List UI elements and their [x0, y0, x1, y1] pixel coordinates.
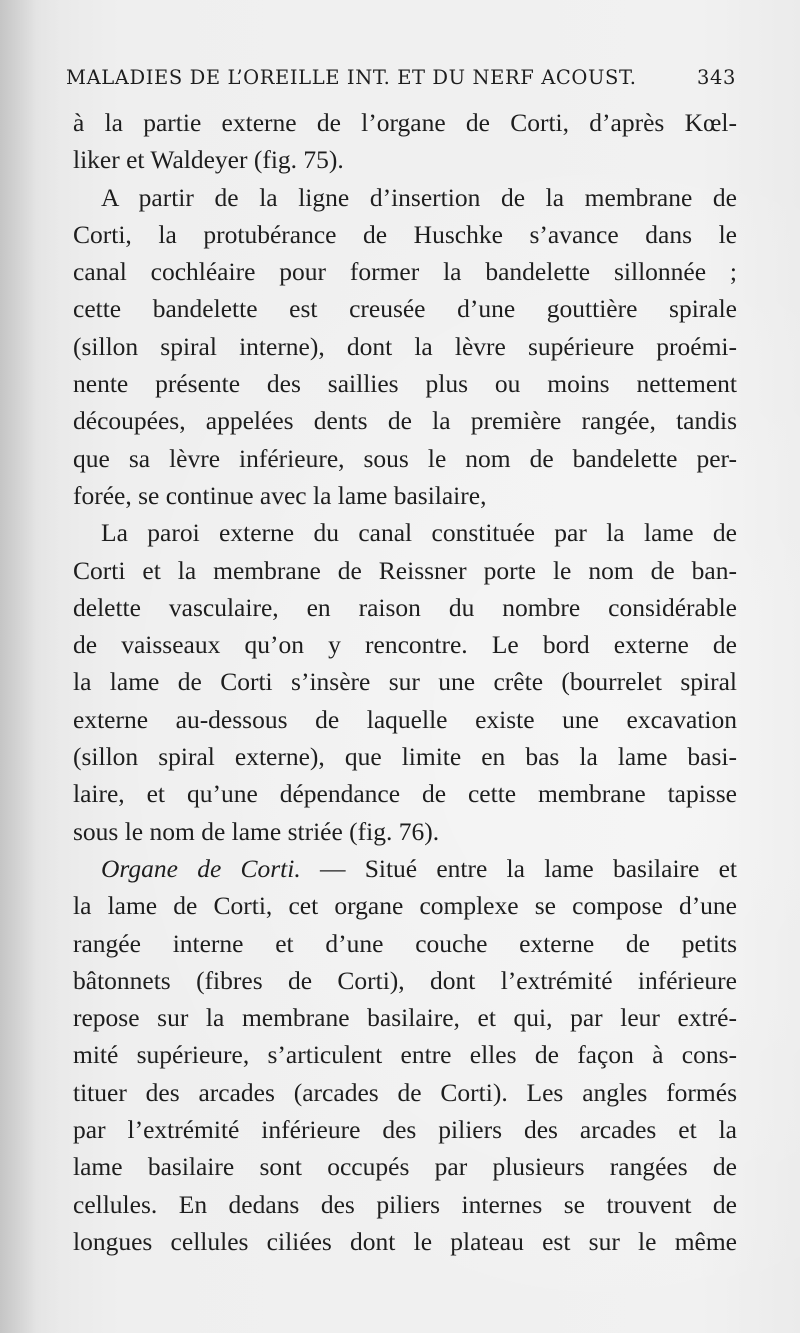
- text-line: [73, 1148, 737, 1185]
- line-text: cette bandelette est creusée d’une gouttière spirale: [73, 294, 737, 324]
- line-text: repose sur la membrane basilaire, et qui, par leur extré-: [73, 1003, 737, 1033]
- running-title: MALADIES DE L’OREILLE INT. ET DU NERF ACOUST.: [66, 66, 637, 89]
- text-line: [73, 701, 737, 738]
- text-line: [73, 104, 737, 141]
- line-text: de vaisseaux qu’on y rencontre. Le bord externe de: [73, 630, 737, 660]
- line-text: Corti, la protubérance de Huschke s’avance dans le: [73, 219, 737, 249]
- line-text: cellules. En dedans des piliers internes se trouvent de: [73, 1189, 737, 1219]
- text-line: [73, 514, 737, 551]
- line-text: canal cochléaire pour former la bandelette sillonnée ;: [73, 257, 737, 287]
- line-text: forée, se continue avec la lame basilaire,: [73, 480, 487, 510]
- line-text: longues cellules ciliées dont le plateau est sur le même: [73, 1226, 737, 1256]
- line-text: la lame de Corti s’insère sur une crête (bourrelet spiral: [73, 667, 737, 697]
- line-text: rangée interne et d’une couche externe de petits: [73, 928, 737, 958]
- line-text: laire, et qu’une dépendance de cette membrane tapisse: [73, 779, 737, 809]
- line-text: sous le nom de lame striée (fig. 76).: [73, 816, 440, 846]
- text-line: [73, 626, 737, 663]
- text-line: [73, 365, 737, 402]
- line-text: tituer des arcades (arcades de Corti). Les angles formés: [73, 1077, 737, 1107]
- text-line: [73, 738, 737, 775]
- text-line: [73, 440, 737, 477]
- line-text: mité supérieure, s’articulent entre elles de façon à cons-: [73, 1040, 737, 1070]
- line-text: externe au-dessous de laquelle existe une excavation: [73, 704, 737, 734]
- line-text: La paroi externe du canal constituée par la lame de: [101, 518, 737, 548]
- text-line: [73, 663, 737, 700]
- text-line: [73, 552, 737, 589]
- line-text: liker et Waldeyer (fig. 75).: [73, 145, 344, 175]
- line-text: delette vasculaire, en raison du nombre considérable: [73, 592, 737, 622]
- page-gutter-shadow: [0, 0, 60, 1333]
- line-text: — Situé entre la lame basilaire et: [300, 853, 737, 883]
- line-text: (sillon spiral externe), que limite en bas la lame basi-: [73, 742, 737, 772]
- text-line: [73, 253, 737, 290]
- text-line: [73, 1223, 737, 1260]
- text-line: [73, 1186, 737, 1223]
- line-text: (sillon spiral interne), dont la lèvre supérieure proémi-: [73, 331, 737, 361]
- line-text: A partir de la ligne d’insertion de la membrane de: [101, 182, 737, 212]
- text-line: [73, 850, 737, 887]
- text-line: [73, 179, 737, 216]
- text-line: [73, 1036, 737, 1073]
- text-line: [73, 402, 737, 439]
- line-text: lame basilaire sont occupés par plusieurs rangées de: [73, 1152, 737, 1182]
- text-line: [73, 999, 737, 1036]
- text-line: [73, 775, 737, 812]
- text-line: [73, 477, 737, 514]
- text-line: [73, 813, 737, 850]
- text-line: [73, 216, 737, 253]
- line-text: bâtonnets (fibres de Corti), dont l’extrémité inférieure: [73, 965, 737, 995]
- line-text: que sa lèvre inférieure, sous le nom de bandelette per-: [73, 443, 737, 473]
- body-text: [73, 104, 737, 1260]
- line-text: Corti et la membrane de Reissner porte le nom de ban-: [73, 555, 737, 585]
- text-line: [73, 141, 737, 178]
- text-line: [73, 887, 737, 924]
- line-text: à la partie externe de l’organe de Corti, d’après Kœl-: [73, 108, 737, 137]
- page-number: 343: [696, 66, 736, 89]
- text-line: [73, 290, 737, 327]
- line-text: nente présente des saillies plus ou moins nettement: [73, 369, 737, 399]
- line-text: découpées, appelées dents de la première rangée, tandis: [73, 406, 737, 436]
- text-line: [73, 1074, 737, 1111]
- text-line: [73, 1111, 737, 1148]
- italic-run: Organe de Corti.: [101, 853, 301, 883]
- running-header: [66, 66, 736, 100]
- line-text: par l’extrémité inférieure des piliers des arcades et la: [73, 1115, 737, 1145]
- text-line: [73, 328, 737, 365]
- text-line: [73, 925, 737, 962]
- line-text: la lame de Corti, cet organe complexe se compose d’une: [73, 891, 737, 921]
- text-line: [73, 962, 737, 999]
- text-line: [73, 589, 737, 626]
